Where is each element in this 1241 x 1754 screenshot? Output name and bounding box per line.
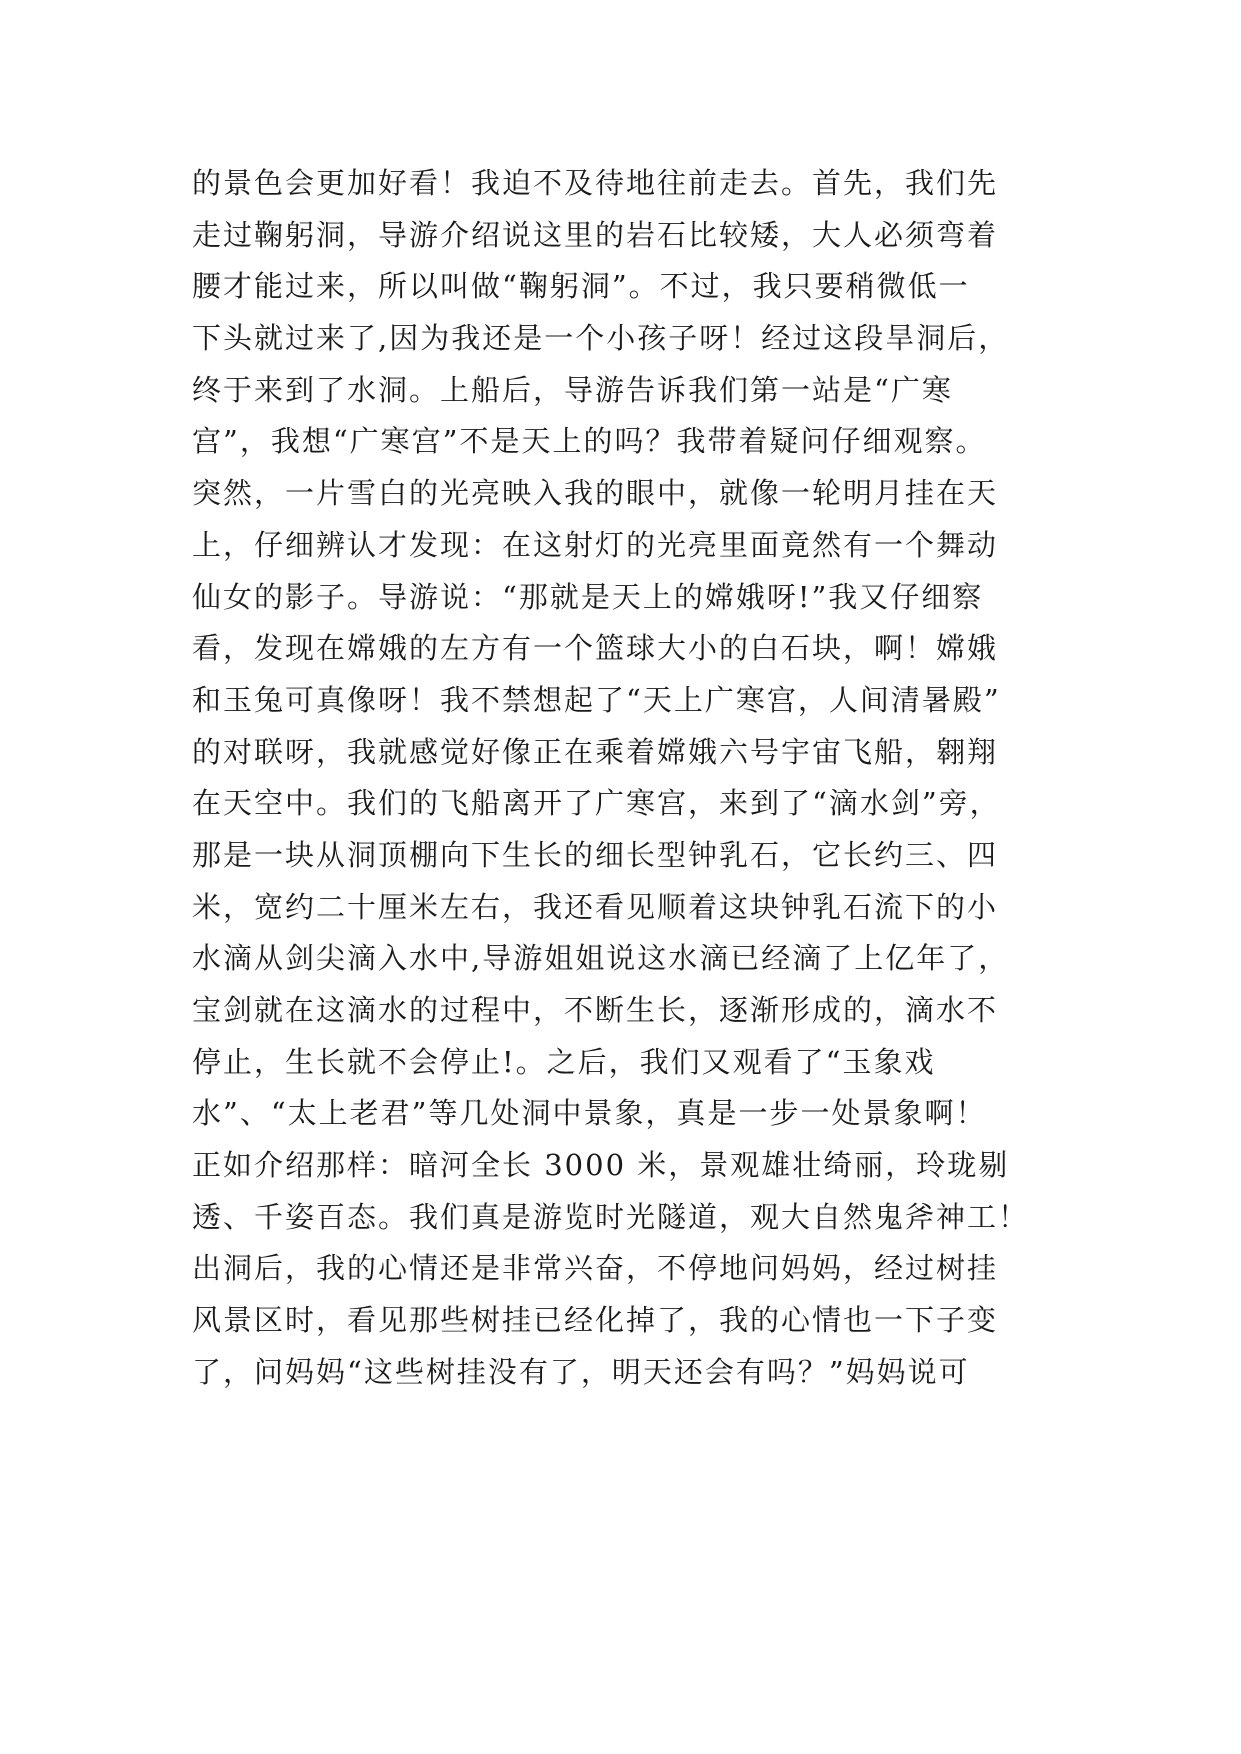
text-line: 下头就过来了,因为我还是一个小孩子呀！经过这段旱洞后， [192, 321, 1010, 356]
text-line: 终于来到了水洞。上船后，导游告诉我们第一站是“广寒 [192, 372, 953, 407]
text-line: 出洞后，我的心情还是非常兴奋，不停地问妈妈，经过树挂 [192, 1251, 999, 1286]
text-line: 突然，一片雪白的光亮映入我的眼中，就像一轮明月挂在天 [192, 476, 999, 511]
text-line: 的景色会更加好看！我迫不及待地往前走去。首先，我们先 [192, 166, 999, 200]
text-line: 正如介绍那样：暗河全长 3000 米，景观雄壮绮丽，玲珑剔 [192, 1148, 1010, 1183]
text-line: 米，宽约二十厘米左右，我还看见顺着这块钟乳石流下的小 [192, 889, 999, 924]
text-line: 透、千姿百态。我们真是游览时光隧道，观大自然鬼斧神工！ [192, 1199, 1030, 1234]
text-line: 的对联呀，我就感觉好像正在乘着嫦娥六号宇宙飞船，翱翔 [192, 734, 999, 769]
text-line: 宝剑就在这滴水的过程中，不断生长，逐渐形成的，滴水不 [192, 993, 999, 1027]
text-line: 和玉兔可真像呀！我不禁想起了“天上广寒宫，人间清暑殿” [192, 682, 1001, 717]
text-line: 水”、“太上老君”等几处洞中景象，真是一步一处景象啊！ [192, 1096, 987, 1131]
text-line: 走过鞠躬洞，导游介绍说这里的岩石比较矮，大人必须弯着 [192, 217, 999, 252]
text-line: 在天空中。我们的飞船离开了广寒宫，来到了“滴水剑”旁， [192, 786, 1001, 821]
text-line: 仙女的影子。导游说：“那就是天上的嫦娥呀!”我又仔细察 [192, 579, 984, 614]
text-line: 上，仔细辨认才发现：在这射灯的光亮里面竟然有一个舞动 [192, 527, 999, 562]
body-text [192, 158, 1072, 1399]
text-line: 看，发现在嫦娥的左方有一个篮球大小的白石块，啊！嫦娥 [192, 631, 999, 666]
text-line: 水滴从剑尖滴入水中,导游姐姐说这水滴已经滴了上亿年了， [192, 941, 1010, 976]
text-line: 风景区时，看见那些树挂已经化掉了，我的心情也一下子变 [192, 1303, 999, 1338]
text-line: 腰才能过来，所以叫做“鞠躬洞”。不过，我只要稍微低一 [192, 269, 970, 304]
text-line: 那是一块从洞顶棚向下生长的细长型钟乳石，它长约三、四 [192, 837, 999, 872]
text-line: 了，问妈妈“这些树挂没有了，明天还会有吗？”妈妈说可 [192, 1354, 970, 1389]
text-line: 宫”，我想“广寒宫”不是天上的吗？我带着疑问仔细观察。 [192, 424, 987, 459]
text-line: 停止，生长就不会停止!。之后，我们又观看了“玉象戏 [192, 1044, 936, 1079]
